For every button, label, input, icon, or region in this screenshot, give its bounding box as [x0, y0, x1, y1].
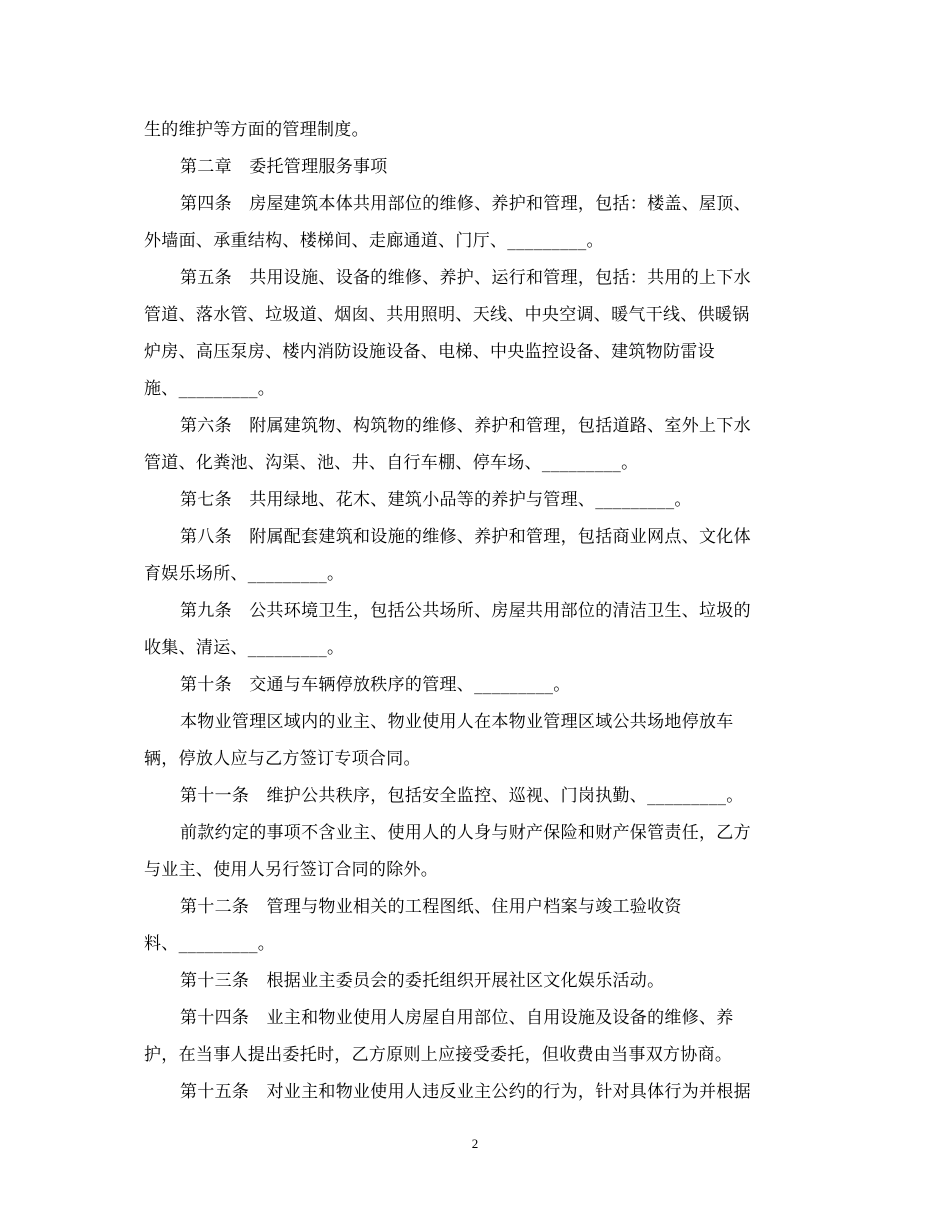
paragraph-line: 外墙面、承重结构、楼梯间、走廊通道、门厅、_________。 [144, 231, 604, 251]
paragraph-line: 第五条 共用设施、设备的维修、养护、运行和管理，包括：共用的上下水 [180, 268, 751, 288]
paragraph-line: 生的维护等方面的管理制度。 [144, 120, 369, 140]
paragraph-line: 第四条 房屋建筑本体共用部位的维修、养护和管理，包括：楼盖、屋顶、 [180, 194, 751, 214]
paragraph-line: 第十五条 对业主和物业使用人违反业主公约的行为，针对具体行为并根据 [180, 1082, 751, 1102]
chapter-heading: 第二章 委托管理服务事项 [180, 157, 388, 177]
paragraph-line: 护，在当事人提出委托时，乙方原则上应接受委托，但收费由当事双方协商。 [144, 1045, 733, 1065]
paragraph-line: 管道、化粪池、沟渠、池、井、自行车棚、停车场、_________。 [144, 453, 639, 473]
paragraph-line: 施、_________。 [144, 379, 276, 399]
paragraph-line: 本物业管理区域内的业主、物业使用人在本物业管理区域公共场地停放车 [180, 712, 734, 732]
paragraph-line: 第十一条 维护公共秩序，包括安全监控、巡视、门岗执勤、_________。 [180, 786, 744, 806]
paragraph-line: 与业主、使用人另行签订合同的除外。 [144, 860, 439, 880]
paragraph-line: 炉房、高压泵房、楼内消防设施设备、电梯、中央监控设备、建筑物防雷设 [144, 342, 715, 362]
paragraph-line: 辆，停放人应与乙方签订专项合同。 [144, 749, 421, 769]
paragraph-line: 料、_________。 [144, 934, 276, 954]
document-body [144, 112, 804, 1111]
paragraph-line: 第七条 共用绿地、花木、建筑小品等的养护与管理、_________。 [180, 490, 692, 510]
paragraph-line: 第十条 交通与车辆停放秩序的管理、_________。 [180, 675, 571, 695]
paragraph-line: 管道、落水管、垃圾道、烟囱、共用照明、天线、中央空调、暖气干线、供暖锅 [144, 305, 750, 325]
paragraph-line: 收集、清运、_________。 [144, 638, 345, 658]
paragraph-line: 第六条 附属建筑物、构筑物的维修、养护和管理，包括道路、室外上下水 [180, 416, 751, 436]
paragraph-line: 第九条 公共环境卫生，包括公共场所、房屋共用部位的清洁卫生、垃圾的 [180, 601, 751, 621]
paragraph-line: 育娱乐场所、_________。 [144, 564, 345, 584]
paragraph-line: 前款约定的事项不含业主、使用人的人身与财产保险和财产保管责任，乙方 [180, 823, 751, 843]
paragraph-line: 第十二条 管理与物业相关的工程图纸、住用户档案与竣工验收资 [180, 897, 682, 917]
paragraph-line: 第十四条 业主和物业使用人房屋自用部位、自用设施及设备的维修、养 [180, 1008, 734, 1028]
paragraph-line: 第八条 附属配套建筑和设施的维修、养护和管理，包括商业网点、文化体 [180, 527, 751, 547]
paragraph-line: 第十三条 根据业主委员会的委托组织开展社区文化娱乐活动。 [180, 971, 665, 991]
page-number: 2 [471, 1136, 479, 1151]
